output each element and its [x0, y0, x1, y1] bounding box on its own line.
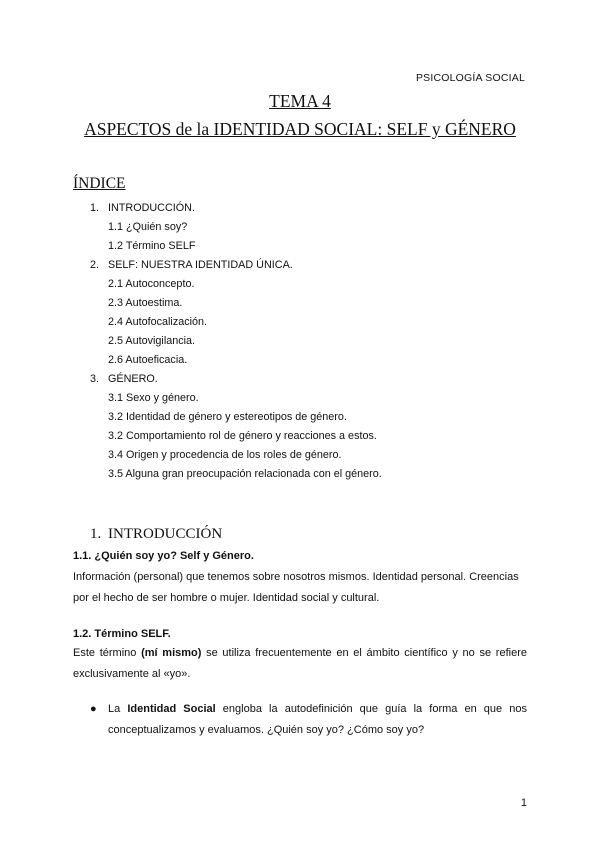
toc-section — [90, 373, 158, 385]
toc-section-label: SELF: NUESTRA IDENTIDAD ÚNICA. — [108, 259, 293, 271]
toc-section-number: 3. — [90, 373, 100, 385]
bullet-icon: ● — [90, 703, 97, 715]
subsection-heading: 1.2. Término SELF. — [73, 628, 171, 640]
toc-item: 3.4 Origen y procedencia de los roles de género. — [108, 449, 342, 461]
section-title: INTRODUCCIÓN — [108, 526, 223, 542]
topic-number: TEMA 4 — [269, 91, 331, 111]
toc-item: 2.1 Autoconcepto. — [108, 278, 195, 290]
toc-section-label: GÉNERO. — [108, 373, 158, 385]
toc-item: 3.2 Identidad de género y estereotipos de género. — [108, 411, 347, 423]
toc-item: 2.6 Autoeficacia. — [108, 354, 188, 366]
section-number: 1. — [90, 526, 102, 542]
toc-item: 1.1 ¿Quién soy? — [108, 221, 188, 233]
document-title: ASPECTOS de la IDENTIDAD SOCIAL: SELF y GÉNERO — [84, 119, 516, 139]
paragraph-text: se utiliza frecuentemente en el ámbito científico y no se refiere exclusivamente al «yo». — [73, 647, 527, 680]
toc-item: 2.4 Autofocalización. — [108, 316, 208, 328]
toc-item: 2.5 Autovigilancia. — [108, 335, 196, 347]
toc-item: 3.5 Alguna gran preocupación relacionada con el género. — [108, 468, 382, 480]
toc-item: 2.3 Autoestima. — [108, 297, 183, 309]
paragraph-text: Este término — [73, 647, 142, 659]
toc-section-label: INTRODUCCIÓN. — [108, 202, 195, 214]
paragraph: Información (personal) que tenemos sobre nosotros mismos. Identidad personal. Creencias por el hecho de ser hombre o mujer. Identidad social y cultural. — [73, 571, 519, 604]
toc-item: 1.2 Término SELF — [108, 240, 196, 252]
running-header: PSICOLOGÍA SOCIAL — [415, 72, 525, 84]
toc-section — [90, 259, 293, 271]
toc-section-number: 2. — [90, 259, 100, 271]
toc-section-number: 1. — [90, 202, 100, 214]
bullet-emphasis: Identidad Social — [127, 703, 216, 715]
toc-item: 3.2 Comportamiento rol de género y reacciones a estos. — [108, 430, 377, 442]
toc-item: 3.1 Sexo y género. — [108, 392, 199, 404]
bullet-text-part: La — [108, 703, 128, 715]
paragraph — [73, 643, 527, 685]
bullet-text-part: engloba la autodefinición que guía la forma en que nos conceptualizamos y evaluamos. ¿Quién soy yo? ¿Cómo soy yo? — [108, 703, 527, 736]
page-number: 1 — [520, 797, 527, 809]
toc-section — [90, 202, 195, 214]
subsection-heading: 1.1. ¿Quién soy yo? Self y Género. — [73, 550, 254, 562]
bullet-text — [108, 699, 527, 741]
paragraph-emphasis: (mí mismo) — [141, 647, 202, 659]
index-heading: ÍNDICE — [73, 175, 126, 192]
